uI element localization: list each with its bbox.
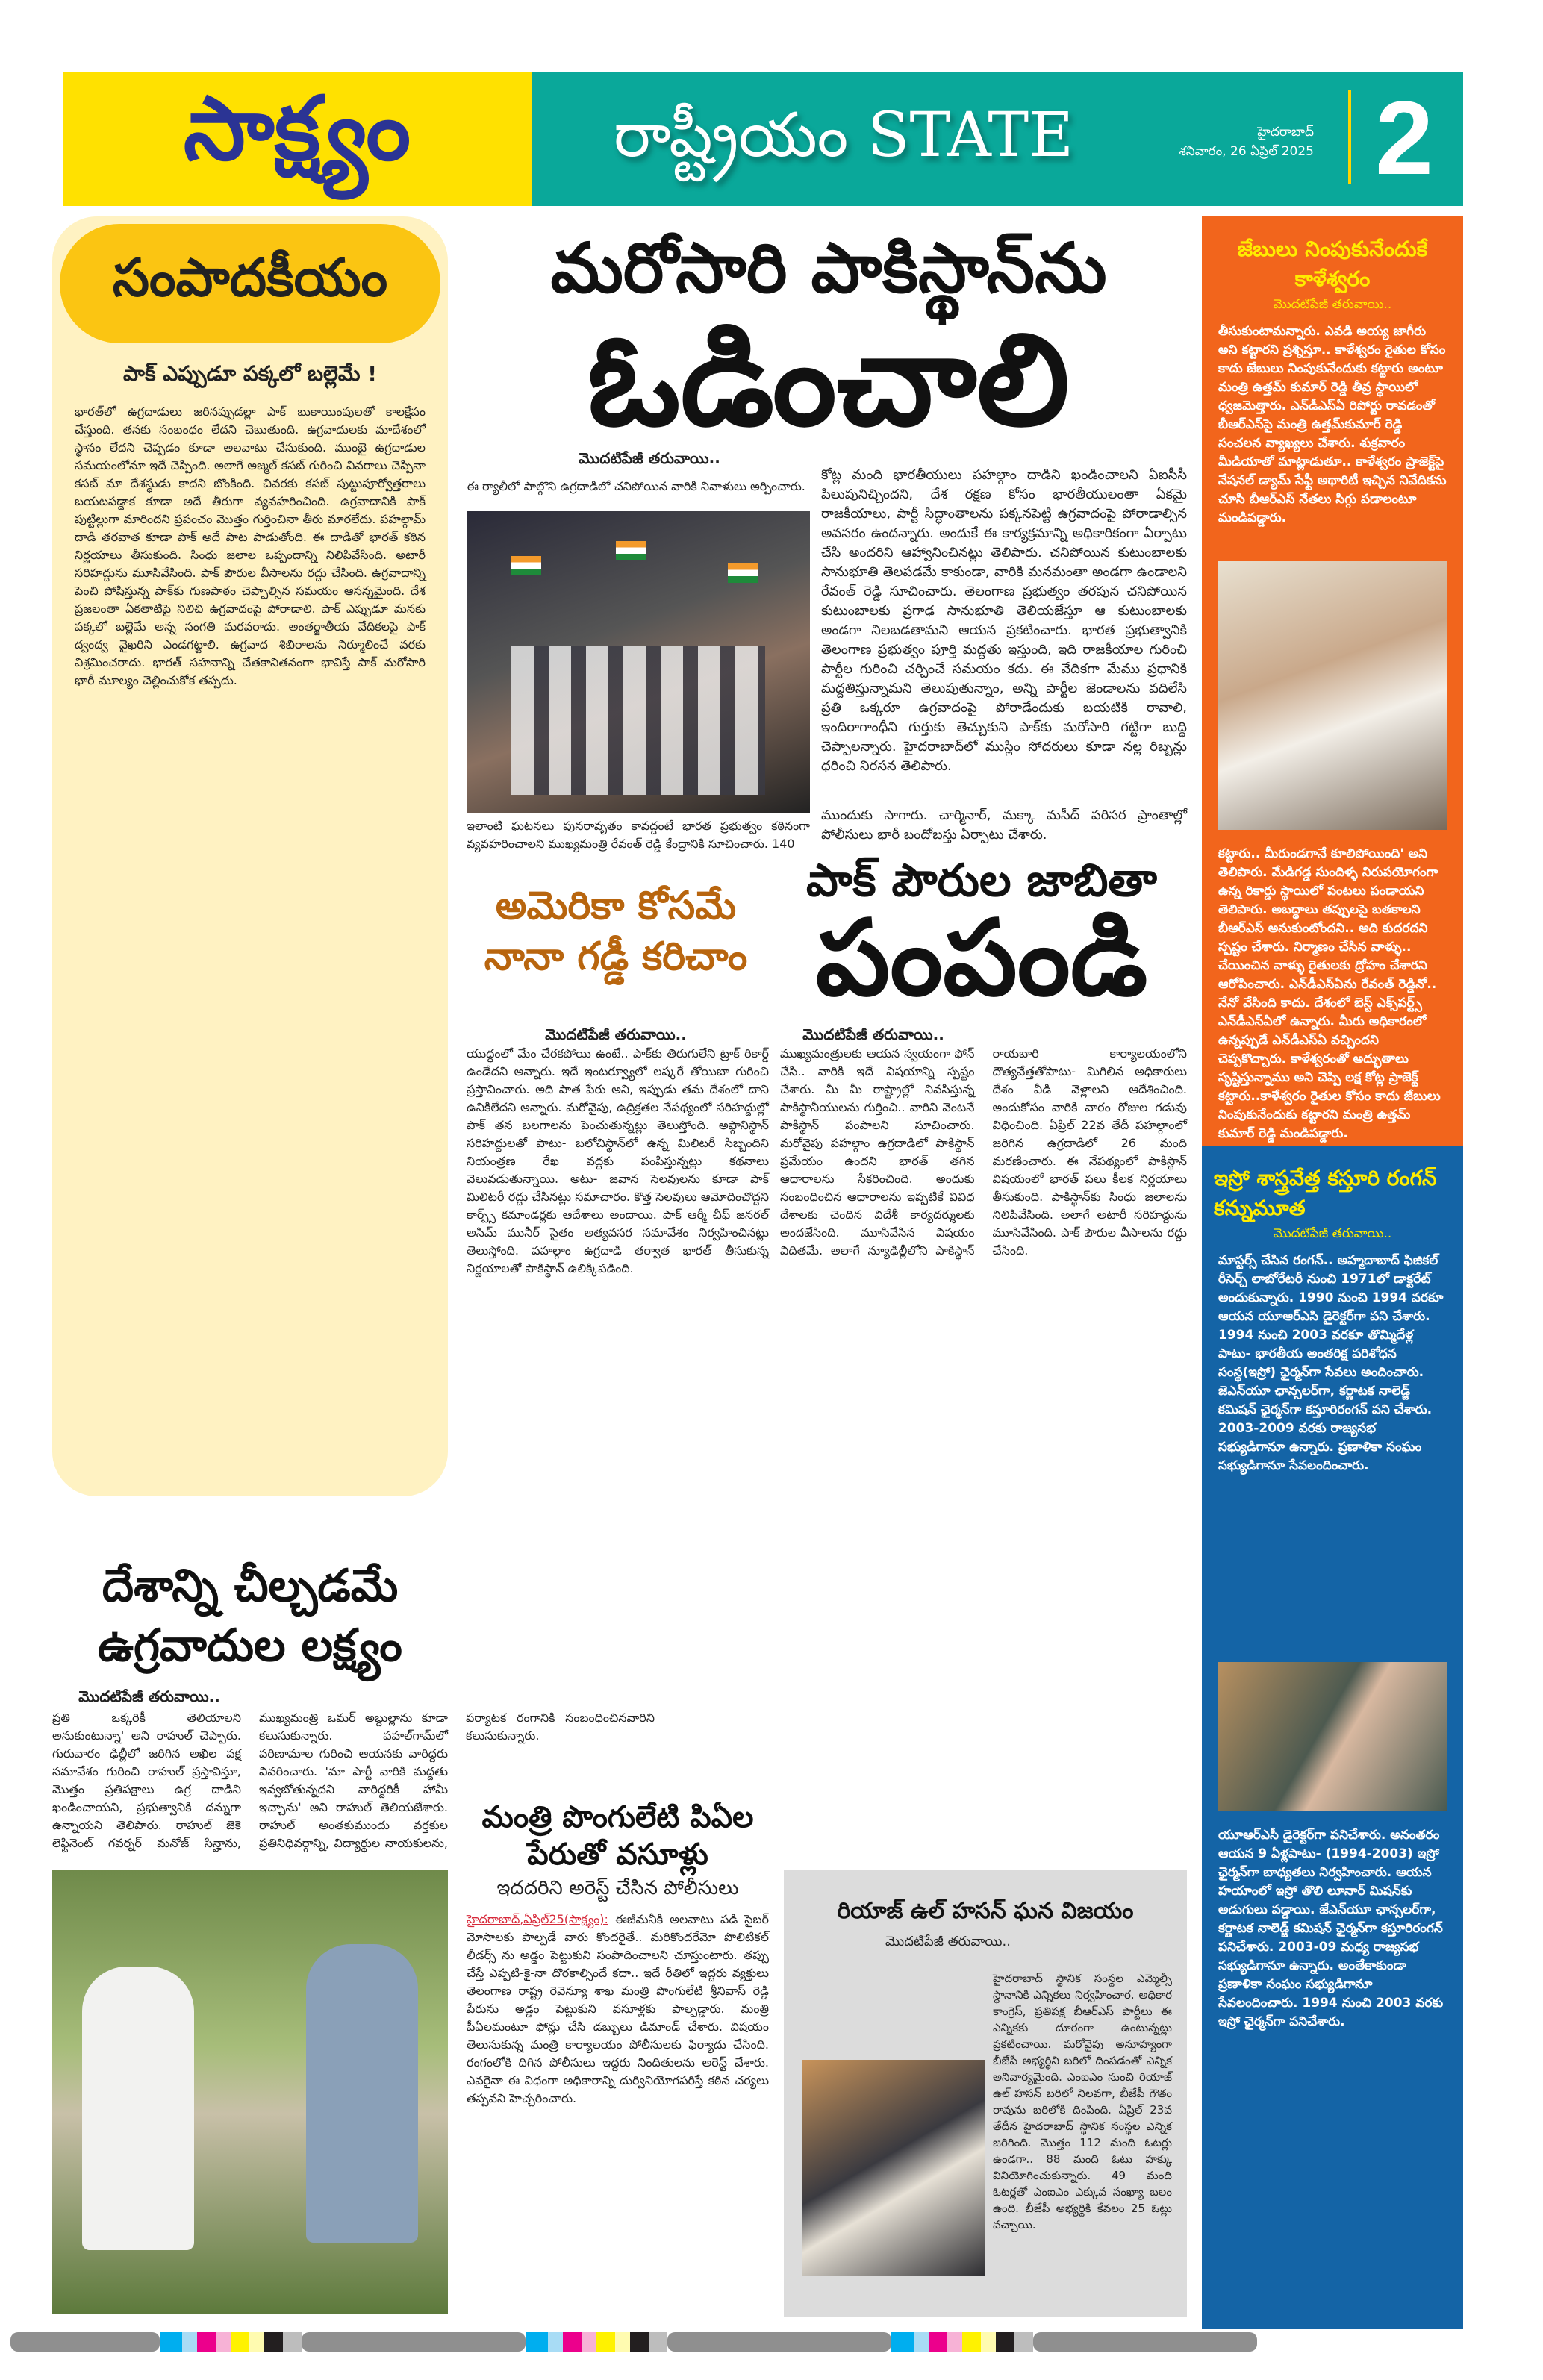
color-swatch <box>182 2332 197 2352</box>
lead-text-end: ముందుకు సాగారు. చార్మినార్, మక్కా మసీద్ పరిసర ప్రాంతాల్లో పోలీసులు భారీ బందోబస్తు ఏర్పాటు చేశారు. <box>821 808 1187 843</box>
color-swatch <box>891 2332 914 2352</box>
crowd <box>511 646 765 795</box>
photo-person-right <box>306 1944 418 2243</box>
rahul-photo <box>52 1870 448 2314</box>
color-swatch <box>231 2332 249 2352</box>
page-number: 2 <box>1375 79 1433 196</box>
kaleshwaram-text-1: తీసుకుంటామన్నారు. ఎవడి అయ్య జాగీరు అని కట్టారని ప్రశ్నిస్తూ.. కాళేశ్వరం రైతుల కోసం కాదు జేబులు నింపుకునేందుకు కట్టారు అంటూ మంత్రి ఉత్తమ్ కుమార్ రెడ్డి తీవ్ర స్థాయిలో ధ్వజమెత్తారు. ఎన్‌డీఎస్‌ఏ రిపోర్టు రావడంతో బీఆర్ఎస్‌పై మంత్రి ఉత్తమ్‌కుమార్ రెడ్డి సంచలన వ్యాఖ్యలు చేశారు. శుక్రవారం మీడియాతో మాట్లాడుతూ.. కాళేశ్వరం ప్రాజెక్ట్‌పై నేషనల్ డ్యామ్ సేఫ్టీ అథారిటీ ఇచ్చిన నివేదికను చూసి బీఆర్ఎస్ నేతలు సిగ్గు పడాలంటూ మండిపడ్డారు. <box>1218 324 1447 525</box>
color-swatch <box>1033 2332 1257 2352</box>
america-headline: అమెరికా కోసమే నానా గడ్డీ కరిచాం <box>484 884 748 979</box>
ponguleti-article <box>467 1911 769 2317</box>
edition-info <box>1179 122 1314 161</box>
divider <box>1348 90 1351 184</box>
rally-photo <box>467 511 810 813</box>
color-swatch <box>667 2332 891 2352</box>
america-text: యుద్ధంలో మేం చేరకపోయి ఉంటే.. పాక్‌కు తిరుగులేని ట్రాక్ రికార్డ్ ఉండేదని అన్నారు. ఇదే ఇంటర్వ్యూలో లష్కరే తోయిబా గురించి ప్రస్తావించారు. అది పాత పేరు అని, ఇప్పుడు తమ దేశంలో దాని ఉనికిలేదని అన్నారు. మరోవైపు, ఉద్రిక్తతల నేపథ్యంలో సరిహద్దుల్లో పాక్ తన బలగాలను పెంచుతున్నట్లు తెలుస్తోంది. అఫ్గానిస్థాన్ సరిహద్దులతో పాటు- బలోచిస్థాన్‌లో ఉన్న మిలిటరీ సిబ్బందిని నియంత్రణ రేఖ వద్దకు పంపిస్తున్నట్లు కథనాలు వెలువడుతున్నాయి. అటు- జవాన సెలవులను కూడా పాక్ మిలిటరీ రద్దు చేసినట్లు సమాచారం. కొత్త సెలవులు ఆమోదించొద్దని కార్ప్స్ కమాండర్లకు ఆదేశాలు అందాయి. పాక్ ఆర్మీ చీఫ్ జనరల్ అసిమ్ మునీర్ సైతం అత్యవసర సమావేశం నిర్వహించినట్లు తెలుస్తోంది. పహల్గాం ఉగ్రదాడి తర్వాత భారత్ తీసుకున్న నిర్ణయాలతో పాకిస్థాన్ ఉలిక్కిపడింది. <box>467 1046 769 1275</box>
color-swatch <box>548 2332 563 2352</box>
america-byline: మొదటిపేజీ తరువాయి.. <box>545 1025 687 1043</box>
riyaz-box <box>784 1870 1187 2317</box>
color-swatch <box>596 2332 615 2352</box>
color-swatch <box>582 2332 596 2352</box>
pak-citizens-byline: మొదటిపేజీ తరువాయి.. <box>802 1025 944 1043</box>
color-swatch <box>630 2332 649 2352</box>
color-swatch <box>197 2332 216 2352</box>
newspaper-logo <box>63 72 532 206</box>
color-swatch <box>1014 2332 1033 2352</box>
kaleshwaram-byline: మొదటిపేజీ తరువాయి.. <box>1273 297 1392 312</box>
color-swatch <box>216 2332 231 2352</box>
lead-headline-line2: ఓడించాలి <box>587 307 1070 455</box>
edition-city: హైదరాబాద్ <box>1257 125 1314 140</box>
lead-byline: మొదటిపేజీ తరువాయి.. <box>579 449 720 467</box>
riyaz-headline: రియాజ్ ఉల్ హసన్ ఘన విజయం <box>837 1898 1134 1924</box>
riyaz-byline: మొదటిపేజీ తరువాయి.. <box>885 1934 1011 1949</box>
scientist-photo <box>1218 1662 1447 1811</box>
kaleshwaram-text-2: కట్టారు.. మీరుండగానే కూలిపోయింది' అని తెలిపారు. మేడిగడ్డ సుందిళ్ళ నిరుపయోగంగా ఉన్న రికార్డు స్థాయిలో పంటలు పండాయని తెలిపారు. అబద్ధాలు తప్పులపై బతకాలని బీఆర్ఎస్ అనుకుంటోందని.. అది కుదరదని స్పష్టం చేశారు. నిర్మాణం చేసిన వాళ్ళు.. చేయించిన వాళ్ళు రైతులకు ద్రోహం చేశారని ఆరోపించారు. ఎన్‌డీఎస్‌ఏను రేవంత్ రెడ్డినో.. నేనో వేసింది కాదు. దేశంలో బెస్ట్ ఎక్స్‌పర్ట్స్ ఎన్‌డీఎస్‌ఏలో ఉన్నారు. మీరు అధికారంలో ఉన్నప్పుడే ఎన్‌డీఎస్‌ఏ వచ్చిందని చెప్పకొచ్చారు. కాళేశ్వరంతో అద్భుతాలు సృష్టిస్తున్నాము అని చెప్పి లక్ష కోట్ల ప్రాజెక్ట్ కట్టారు..కాళేశ్వరం రైతుల కోసం కాదు జేబులు నింపుకునేందుకు కట్టారని మంత్రి ఉత్తమ్ కుమార్ రెడ్డి మండిపడ్డారు. <box>1218 846 1441 1141</box>
color-swatch <box>947 2332 962 2352</box>
rahul-text: ప్రతి ఒక్కరికీ తెలియాలని అనుకుంటున్నా' అని రాహుల్ చెప్పారు. గురువారం ఢిల్లీలో జరిగిన అఖిల పక్ష సమావేశం గురించి రాహుల్ ప్రస్తావిస్తూ, మొత్తం ప్రతిపక్షాలు ఉగ్ర దాడిని ఖండించాయని, ప్రభుత్వానికి దన్నుగా ఉన్నాయని తెలిపారు. రాహుల్ జెకె లెఫ్టినెంట్ గవర్నర్ మనోజ్ సిన్హాను, ముఖ్యమంత్రి ఒమర్ అబ్దుల్లాను కూడా కలుసుకున్నారు. పహల్‌గామ్‌లో పరిణామాల గురించి ఆయనకు వారిద్దరు వివరించారు. 'మా పార్టీ వారికి మద్దతు ఇవ్వబోతున్నదని వారిద్దరికీ హామీ ఇచ్చాను' అని రాహుల్ తెలియజేశారు. రాహుల్ అంతకుముందు వర్తకుల ప్రతినిధివర్గాన్ని, విద్యార్థుల నాయకులను, పర్యాటక రంగానికి సంబంధించినవారిని కలుసుకున్నారు. <box>52 1711 655 1850</box>
isro-byline: మొదటిపేజీ తరువాయి.. <box>1273 1226 1392 1241</box>
color-swatch <box>929 2332 947 2352</box>
riyaz-text-wrap <box>821 1970 1172 2314</box>
logo-text: సాక్ష్యం <box>183 76 411 180</box>
rahul-byline: మొదటిపేజీ తరువాయి.. <box>78 1687 220 1705</box>
isro-text-2: యూఆర్ఎసీ డైరెక్టర్‌గా పనిచేశారు. అనంతరం ఆయన 9 ఏళ్లపాటు- (1994-2003) ఇస్రో ఛైర్మన్‌గా బాధ్యతలు నిర్వహించారు. ఆయన హయాంలో ఇస్రో తొలి లూనార్ మిషన్‌కు అడుగులు పడ్డాయి. జేఎన్‌యూ ఛాన్సలర్‌గా, కర్ణాటక నాలెడ్జ్ కమిషన్ ఛైర్మన్‌గా కస్తూరిరంగన్ పనిచేశారు. 2003-09 మధ్య రాజ్యసభ సభ్యుడిగానూ ఉన్నారు. అంతేకాకుండా ప్రణాళికా సంఘం సభ్యుడిగానూ సేవలందించారు. 1994 నుంచి 2003 వరకు ఇస్రో ఛైర్మన్‌గా పనిచేశారు. <box>1218 1828 1444 2029</box>
color-swatch <box>302 2332 526 2352</box>
section-title: రాష్ట్రీయం STATE <box>614 100 1073 171</box>
photo-person-left <box>82 1967 194 2250</box>
lead-text: కోట్ల మంది భారతీయులు పహల్గాం దాడిని ఖండించాలని ఏఐసీసీ పిలుపునిచ్చిందని, దేశ రక్షణ కోసం భారతీయులంతా ఏకమై రాజకీయాలు, పార్టీ సిద్ధాంతాలను పక్కనపెట్టి ఉగ్రవాదంపై పోరాడాల్సిన అవసరం ఉందన్నారు. అందుకే ఈ కార్యక్రమాన్ని అధికారికంగా ఏర్పాటు చేసి అందరిని ఆహ్వానించినట్లు తెలిపారు. చనిపోయిన కుటుంబాలకు సానుభూతి తెలపడమే కాకుండా, వారికి మనమంతా అండగా ఉండాలని రేవంత్ రెడ్డి సూచించారు. తెలంగాణ ప్రభుత్వం తరపున చనిపోయిన కుటుంబాలకు ప్రగాఢ సానుభూతి తెలియజేస్తూ ఆ కుటుంబాలకు అండగా నిలబడతామని ఆయన ప్రకటించారు. భారత ప్రభుత్వానికి తెలంగాణ ప్రభుత్వం పూర్తి మద్దతు ఇస్తుంది, ఇది రాజకీయాల గురించి పార్టీల గురించి చర్చించే సమయం కదు. ఈ వేదికగా మేము ప్రధానికి మద్దతిస్తున్నామని తెలుపుతున్నాం, అన్ని పార్టీల జెండాలను వదిలేసి ప్రతి ఒక్కరూ ఉగ్రవాదంపై పోరాడేందుకు బయటికి రావాలి, ఇందిరాగాంధీని గుర్తుకు తెచ్చుకుని పాక్‌కు మరోసారి గట్టిగా బుద్ధి చెప్పాలన్నారు. హైదరాబాద్‌లో ముస్లిం సోదరులు కూడా నల్ల రిబ్బన్లు ధరించి నిరసన తెలిపారు. <box>821 467 1187 774</box>
lead-intro: ఈ ర్యాలీలో పాల్గొని ఉగ్రదాడిలో చనిపోయిన వారికి నివాళులు అర్పించారు. <box>467 479 805 493</box>
editorial-title: పాక్ ఎప్పుడూ పక్కలో బల్లెమే ! <box>122 361 378 386</box>
print-color-bar <box>10 2332 1533 2352</box>
lead-headline-line1: మరోసారి పాకిస్థాన్‌ను <box>550 228 1107 308</box>
editorial-label: సంపాదకీయం <box>60 224 440 343</box>
isro-headline: ఇస్రో శాస్త్రవేత్త కస్తూరి రంగన్ కన్నుమూత <box>1214 1166 1437 1220</box>
color-swatch <box>526 2332 548 2352</box>
pak-citizens-text: ముఖ్యమంత్రులకు ఆయన స్వయంగా ఫోన్ చేసి.. వారికి ఇదే విషయాన్ని స్పష్టం చేశారు. మీ మీ రాష్ట్రాల్లో నివసిస్తున్న పాకిస్థానీయులను గుర్తించి.. వారిని వెంటనే పాకిస్థాన్ పంపాలని సూచించారు. మరోవైపు పహల్గాం ఉగ్రదాడిలో పాకిస్థాన్ ప్రమేయం ఉందని భారత్ తగిన ఆధారాలను సేకరించింది. అందుకు సంబంధించిన ఆధారాలను ఇప్పటికే వివిధ దేశాలకు చెందిన విదేశీ కార్యదర్శులకు అందజేసింది. మూసివేసిన విషయం విదితమే. అలాగే న్యూఢిల్లీలోని పాకిస్థాన్ రాయబారి కార్యాలయంలోని దౌత్యవేత్తతోపాటు- మిగిలిన అధికారులు దేశం వీడి వెళ్లాలని ఆదేశించింది. అందుకోసం వారికి వారం రోజుల గడువు విధించింది. ఏప్రిల్ 22వ తేదీ పహల్గాంలో జరిగిన ఉగ్రదాడిలో 26 మంది మరణించారు. ఈ నేపథ్యంలో పాకిస్థాన్ విషయంలో భారత్ పలు కీలక నిర్ణయాలు తీసుకుంది. పాకిస్థాన్‌కు సింధు జలాలను నిలిపివేసింది. అలాగే అటారీ సరిహద్దును మూసివేసింది. పాక్ పౌరుల వీసాలను రద్దు చేసింది. <box>780 1046 1187 1258</box>
color-swatch <box>996 2332 1014 2352</box>
section-banner <box>532 72 1463 206</box>
ponguleti-headline: మంత్రి పొంగులేటి పిఏల పేరుతో వసూళ్లు <box>481 1800 754 1872</box>
ponguleti-text: ఈజీమనీకి అలవాటు పడి సైబర్ మోసాలకు పాల్పడే వారు కొందరైతే.. మరికొందరేమో పొలిటికల్ లీడర్స్ ను అడ్డం పెట్టుకుని సంపాదించాలని చూస్తుంటారు. తప్పు చేస్తే ఎప్పటి-కై-నా దొరకాల్సిందే కదా.. ఇదే రీతిలో ఇద్దరు వ్యక్తులు తెలంగాణ రాష్ట్ర రెవెన్యూ శాఖ మంత్రి పొంగులేటి శ్రీనివాస్ రెడ్డి పేరును అడ్డం పెట్టుకుని వసూళ్లకు పాల్పడ్డారు. మంత్రి పీఏలమంటూ ఫోన్లు చేసి డబ్బులు డిమాండ్ చేశారు. విషయం తెలుసుకున్న మంత్రి కార్యాలయం పోలీసులకు ఫిర్యాదు చేసింది. రంగంలోకి దిగిన పోలీసులు ఇద్దరు నిందితులను అరెస్ట్ చేశారు. ఎవరైనా ఈ విధంగా అధికారాన్ని దుర్వినియోగపరిస్తే కఠిన చర్యలు తప్పవని హెచ్చరించారు. <box>467 1912 770 2105</box>
lead-photo-caption: ఇలాంటి ఘటనలు పునరావృతం కావద్దంటే భారత ప్రభుత్వం కఠినంగా వ్యవహరించాలని ముఖ్యమంత్రి రేవంత్ రెడ్డి కేంద్రానికి సూచించారు. 140 <box>467 819 810 851</box>
color-swatch <box>615 2332 630 2352</box>
editorial-box <box>52 216 448 1496</box>
editorial-text: భారత్‌లో ఉగ్రదాడులు జరినప్పుడల్లా పాక్ బుకాయింపులతో కాలక్షేపం చేస్తుంది. తనకు సంబంధం లేదని చెబుతుంది. ఉగ్రవాదులకు మాదేశంలో స్థానం లేదని చెప్పడం కూడా అలవాటు చేసుకుంది. ముంబై ఉగ్రదాడుల సమయంలోనూ ఇదే చెప్పింది. అలాగే అజ్మల్ కసబ్ గురించి వివరాలు చెప్పినా కసబ్ మా దేశస్థుడు కాదని బొంకింది. చివరకు కసబ్ పుట్టుపూర్వోత్తరాలు బయటపడ్డాక కూడా అదే తీరుగా వ్యవహరించింది. ఉగ్రవాదానికి పాక్ పుట్టిల్లుగా మారిందని ప్రపంచం మొత్తం గుర్తించినా తీరు మారలేదు. పహల్గామ్ దాడి తరవాత కూడా పాక్ అదే పాట పాడుతోంది. ఈ దాడితో భారత్ కఠిన నిర్ణయాలు తీసుకుంది. సింధు జలాల ఒప్పందాన్ని నిలిపివేసింది. అటారీ సరిహద్దును మూసివేసింది. పాక్ పౌరుల వీసాలను రద్దు చేసింది. ఉగ్రవాదాన్ని పెంచి పోషిస్తున్న పాక్‌కు గుణపాఠం చెప్పాల్సిన సమయం ఆసన్నమైంది. దేశ ప్రజలంతా ఏకతాటిపై నిలిచి ఉగ్రవాదంపై పోరాడాలి. పాక్ ఎప్పుడూ మనకు పక్కలో బల్లెమే అన్న సంగతి మరవరాదు. అంతర్జాతీయ వేదికలపై పాక్ ద్వంద్వ వైఖరిని ఎండగట్టాలి. ఉగ్రవాద శిబిరాలను నిర్మూలించే వరకు విశ్రమించరాదు. భారత్ సహనాన్ని చేతకానితనంగా భావిస్తే పాక్ మరోసారి భారీ మూల్యం చెల్లించుకోక తప్పదు. <box>75 405 426 687</box>
color-swatch <box>160 2332 182 2352</box>
flag-icon <box>728 563 758 583</box>
color-swatch <box>10 2332 160 2352</box>
edition-date: శనివారం, 26 ఏప్రిల్ 2025 <box>1179 144 1314 159</box>
color-swatch <box>283 2332 302 2352</box>
pak-citizens-headline-line2: పంపండి <box>815 898 1148 1019</box>
lead-headline <box>463 224 1194 455</box>
photo-spacer <box>821 2060 993 2358</box>
color-swatch <box>249 2332 264 2352</box>
ponguleti-dateline: హైదరాబాద్,ఏప్రిల్25(సాక్ష్యం): <box>467 1912 608 1926</box>
kaleshwaram-box <box>1202 216 1463 1146</box>
color-swatch <box>981 2332 996 2352</box>
ponguleti-subheadline: ఇదదరిని అరెస్ట్ చేసిన పోలీసులు <box>496 1877 739 1899</box>
color-swatch <box>962 2332 981 2352</box>
color-swatch <box>914 2332 929 2352</box>
color-swatch <box>649 2332 667 2352</box>
color-swatch <box>264 2332 283 2352</box>
riyaz-text: హైదరాబాద్ స్థానిక సంస్థల ఎమ్మెల్సీ స్థానానికి ఎన్నికలు నిర్వహించార. అధికార కాంగ్రెస్, ప్రతిపక్ష బీఆర్ఎస్ పార్టీలు ఈ ఎన్నికకు దూరంగా ఉంటున్నట్లు ప్రకటించాయి. మరోవైపు అనూహ్యంగా బీజేపీ అభ్యర్థిని బరిలో దింపడంతో ఎన్నిక అనివార్యమైంది. ఎంఐఎం నుంచి రియాజ్ ఉల్ హసన్ బరిలో నిలవగా, బీజేపీ గౌతం రావును బరిలోకి దింపింది. ఏప్రిల్ 23వ తేదీన హైదరాబాద్ స్థానిక సంస్థల ఎన్నిక జరిగింది. మొత్తం 112 మంది ఓటర్లు ఉండగా.. 88 మంది ఓటు హక్కు వినియోగించుకున్నారు. 49 మంది ఓటర్లతో ఎంఐఎం ఎక్కువ సంఖ్యా బలం ఉంది. బీజేపీ అభ్యర్థికి కేవలం 25 ఓట్లు వచ్చాయి. <box>993 1972 1172 2231</box>
rahul-headline: దేశాన్ని చీల్చడమే ఉగ్రవాదుల లక్ష్యం <box>98 1560 402 1672</box>
color-swatch <box>563 2332 582 2352</box>
isro-box <box>1202 1146 1463 2329</box>
flag-icon <box>616 541 646 560</box>
flag-icon <box>511 556 541 575</box>
kaleshwaram-headline: జేబులు నింపుకునేందుకే కాళేశ్వరం <box>1237 237 1428 291</box>
pak-citizens-headline-line1: పాక్ పౌరుల జాబితా <box>806 855 1157 907</box>
isro-text-1: మాస్టర్స్ చేసిన రంగన్.. అహ్మదాబాద్ ఫిజికల్ రీసెర్చ్ లాబోరేటరీ నుంచి 1971లో డాక్టరేట్ అందుకున్నారు. 1990 నుంచి 1994 వరకూ ఆయన యూఆర్ఎసి డైరెక్టర్‌గా పని చేశారు. 1994 నుంచి 2003 వరకూ తొమ్మిదేళ్ల పాటు- భారతీయ అంతరిక్ష పరిశోధన సంస్థ(ఇస్రో) ఛైర్మన్‌గా సేవలు అందించారు. జెఎన్‌యూ ఛాన్సలర్‌గా, కర్ణాటక నాలెడ్జ్ కమిషన్ ఛైర్మన్‌గా కస్తూరిరంగన్ పని చేశారు. 2003-2009 వరకు రాజ్యసభ సభ్యుడిగానూ ఉన్నారు. ప్రణాళికా సంఘం సభ్యుడిగానూ సేవలందించారు. <box>1218 1253 1444 1473</box>
minister-photo <box>1218 561 1447 830</box>
